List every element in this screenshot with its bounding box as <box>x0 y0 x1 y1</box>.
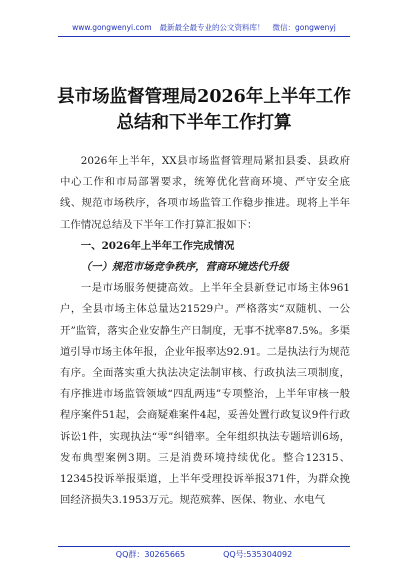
header-slogan: 最新最全最专业的公文资料库！ <box>159 23 265 32</box>
section-heading: 一、2026年上半年工作完成情况 <box>80 239 235 252</box>
footer-bar <box>0 549 408 560</box>
footer-qq-group: QQ群：30265665 <box>115 550 186 559</box>
document-body <box>60 151 350 511</box>
footer-qq-number: QQ号:535304092 <box>223 550 293 559</box>
subsection-heading: （一）规范市场竞争秩序，营商环境迭代升级 <box>80 261 289 274</box>
intro-paragraph: 2026年上半年，XX县市场监督管理局紧扣县委、县政府中心工作和市局部署要求，统筹优化营商环境、严守安全底线、规范市场秩序，各项市场监管工作稳步推进。现将上半年工作情况总结及下半年工作打算汇报如下： <box>60 155 350 231</box>
document-title: 县市场监督管理局2026年上半年工作总结和下半年工作打算 <box>57 87 351 133</box>
header-wechat: 微信：gongwenyj <box>272 23 336 32</box>
body-paragraph: 一是市场服务便捷高效。上半年全县新登记市场主体961户，全县市场主体总量达21529户。严格落实“双随机、一公开”监管，落实企业安静生产日制度，无事不扰率87.5%。多渠道引导市场主体年报，企业年报率达92.91。二是执法行为规范有序。全面落实重大执法决定法制审核、行政执法三项制度，有序推进市场监管领域“四乱两违”专项整治，上半年审核一般程序案件51起，会商疑难案件4起，妥善处置行政复议9件行政诉讼1件，实现执法“零”纠错率。全年组织执法专题培训6场，发布典型案例3期。三是消费环境持续优化。整合12315、12345投诉举报渠道，上半年受理投诉举报371件，为群众挽回经济损失3.1953万元。规范殡葬、医保、物业、水电气 <box>60 282 350 507</box>
footer-divider <box>58 546 350 547</box>
header-website[interactable]: www.gongwenyi.com <box>72 23 152 32</box>
header-divider <box>58 36 350 37</box>
header-bar <box>0 22 408 33</box>
